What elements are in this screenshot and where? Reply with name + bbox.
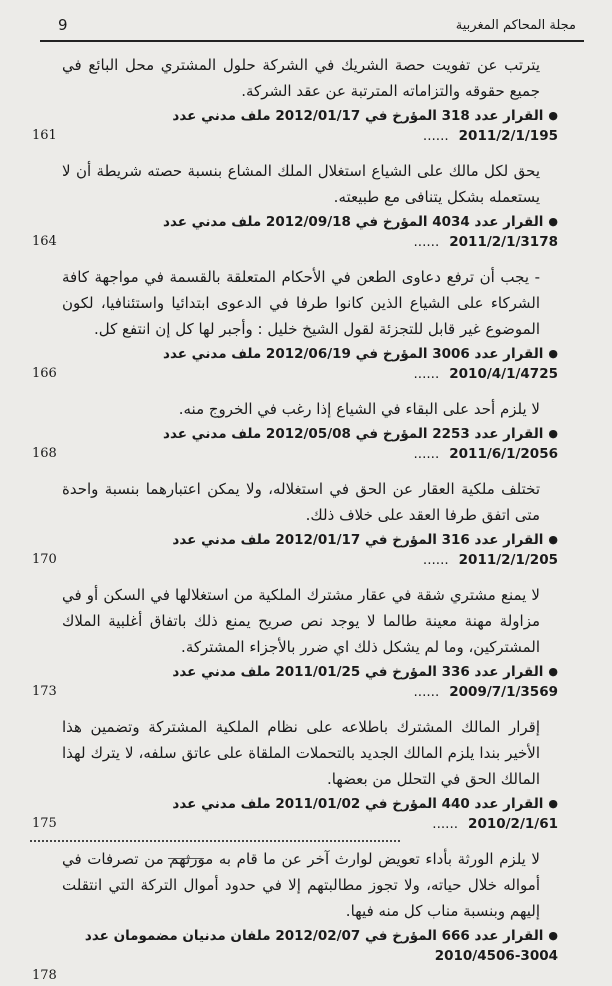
page-ref: 161 <box>32 128 57 143</box>
ruling-citation <box>32 926 558 983</box>
leader-dots: ...... <box>422 128 449 144</box>
page-ref: 173 <box>32 684 57 699</box>
page-ref: 166 <box>32 366 57 381</box>
ruling-reference: القرار عدد 666 المؤرخ في 2012/02/07 ملفان مدنيان مضمومان عدد 3004-2010/4506 <box>84 928 558 964</box>
ruling-reference: القرار عدد 316 المؤرخ في 2012/01/17 ملف مدني عدد 2011/2/1/205 <box>172 532 558 568</box>
ruling-summary: يحق لكل مالك على الشياع استغلال الملك المشاع بنسبة حصته شريطة أن لا يستعمله بشكل يتنافى مع طبيعته. <box>62 162 540 206</box>
leader-dots: ...... <box>413 684 440 700</box>
ruling-reference: القرار عدد 318 المؤرخ في 2012/01/17 ملف مدني عدد 2011/2/1/195 <box>172 108 558 144</box>
ruling-reference: القرار عدد 3006 المؤرخ في 2012/06/19 ملف مدني عدد 2010/4/1/4725 <box>163 346 558 382</box>
leader-dots: ...... <box>413 366 440 382</box>
ruling-citation <box>32 106 558 146</box>
ruling-citation <box>32 530 558 570</box>
leader-dots: ...... <box>432 816 459 832</box>
ruling-summary: - يجب أن ترفع دعاوى الطعن في الأحكام المتعلقة بالقسمة في مواجهة كافة الشركاء على الشياع الذين كانوا طرفا في الدعوى ابتدائيا واستئنافيا، لكون الموضوع غير قابل للتجزئة لقول الشيخ خليل : وأجبر لها كل إن انتفع كل. <box>62 268 540 338</box>
ruling-citation <box>32 794 558 834</box>
leader-dots: ...... <box>422 552 449 568</box>
ruling-summary: لا يلزم أحد على البقاء في الشياع إذا رغب في الخروج منه. <box>178 400 540 418</box>
leader-dots-line <box>30 840 400 842</box>
page-ref: 164 <box>32 234 57 249</box>
ruling-entry-6 <box>32 582 558 702</box>
bullet-icon: ● <box>548 797 558 810</box>
bullet-icon: ● <box>548 215 558 228</box>
ruling-entry-5 <box>32 476 558 570</box>
ruling-summary: إقرار المالك المشترك باطلاعه على نظام الملكية المشتركة وتضمين هذا الأخير بندا يلزم المالك الجديد بالتحملات الملقاة على عاتق سلفه، لا يترك لهذا المالك الحق في التحلل من بعضها. <box>62 718 540 788</box>
ruling-citation <box>32 344 558 384</box>
ruling-citation <box>32 212 558 252</box>
ruling-reference: القرار عدد 2253 المؤرخ في 2012/05/08 ملف مدني عدد 2011/6/1/2056 <box>163 426 558 462</box>
page-ref: 175 <box>32 816 57 831</box>
bullet-icon: ● <box>548 533 558 546</box>
page-ref: 178 <box>32 968 57 983</box>
bullet-icon: ● <box>548 109 558 122</box>
page-number: 9 <box>58 16 68 34</box>
ruling-entry-4 <box>32 396 558 464</box>
ruling-reference: القرار عدد 440 المؤرخ في 2011/01/02 ملف مدني عدد 2010/2/1/61 <box>172 796 558 832</box>
leader-dots: ...... <box>413 234 440 250</box>
ruling-entry-8 <box>32 846 558 983</box>
footer-rule <box>168 858 204 859</box>
ruling-summary: لا يلزم الورثة بأداء تعويض لوارث آخر عن ما قام به مورثهم من تصرفات في أمواله خلال حياته، ولا تجوز مطالبتهم إلا في حدود أموال التركة التي انتقلت إليهم وبنسبة مناب كل منه فيها. <box>62 850 540 920</box>
ruling-reference: القرار عدد 336 المؤرخ في 2011/01/25 ملف مدني عدد 2009/7/1/3569 <box>172 664 558 700</box>
ruling-entry-7 <box>32 714 558 834</box>
ruling-citation <box>32 662 558 702</box>
page-ref: 170 <box>32 552 57 567</box>
page-header <box>40 10 584 42</box>
ruling-citation <box>32 424 558 464</box>
ruling-entry-1 <box>32 52 558 146</box>
bullet-icon: ● <box>548 665 558 678</box>
bullet-icon: ● <box>548 427 558 440</box>
ruling-reference: القرار عدد 4034 المؤرخ في 2012/09/18 ملف مدني عدد 2011/2/1/3178 <box>163 214 558 250</box>
ruling-summary: تختلف ملكية العقار عن الحق في استغلاله، ولا يمكن اعتبارهما بنسبة واحدة متى اتفق طرفا العقد على خلاف ذلك. <box>62 480 540 524</box>
ruling-summary: يترتب عن تفويت حصة الشريك في الشركة حلول المشتري محل البائع في جميع حقوقه والتزاماته المترتبة عن عقد الشركة. <box>62 56 540 100</box>
ruling-entry-2 <box>32 158 558 252</box>
journal-title: مجلة المحاكم المغربية <box>455 18 576 33</box>
ruling-summary: لا يمنع مشتري شقة في عقار مشترك الملكية من استغلالها في السكن أو في مزاولة مهنة معينة طالما لا يوجد نص صريح يمنع ذلك باتفاق أغلبية الملاك المشتركين، وما لم يشكل ذلك اي ضرر بالأجزاء المشتركة. <box>62 586 540 656</box>
ruling-entry-3 <box>32 264 558 384</box>
bullet-icon: ● <box>548 929 558 942</box>
leader-dots: ...... <box>413 446 440 462</box>
page-ref: 168 <box>32 446 57 461</box>
bullet-icon: ● <box>548 347 558 360</box>
